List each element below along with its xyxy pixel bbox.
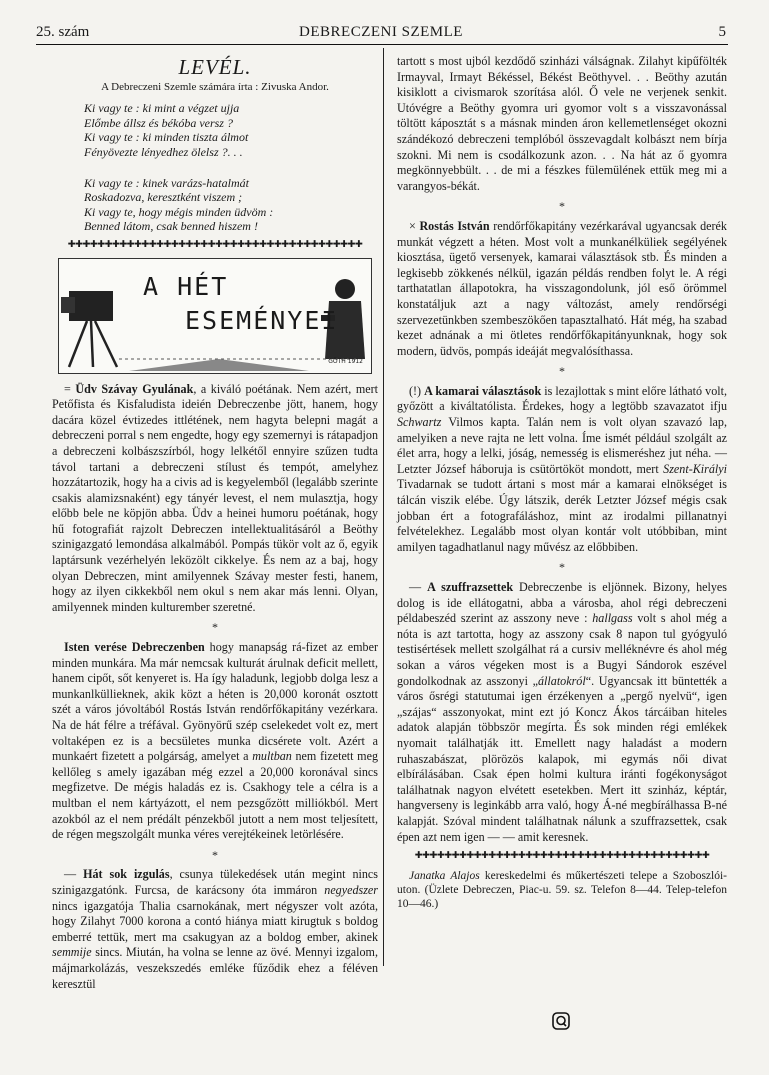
header-rule: [36, 44, 728, 45]
column-divider: [383, 48, 384, 966]
section-banner: [58, 258, 372, 374]
banner-line-2: ESEMÉNYEI: [185, 305, 339, 335]
journal-title: DEBRECZENI SZEMLE: [299, 24, 463, 40]
article-szavay: = Üdv Szávay Gyulának, a kiváló poétának. Nem azért, mert Petőfista és Kisfaludista ideién Debreczenbe jött, hanem, hogy dacára közel évtizedes ittlétének, nem hagyta belepni magát a debreczeni porral s nem engedte, hogy egy szemernyi is rátapadjon a debreczeni kolbászszírból, hogy lelkétől ennyire szűzen tudta távol tartani a debreczeni stílust és tempót, amelyhez hozzátartozik, hogy ha a civis ad is kegyelemből (legalább szerinte csakis alamizsnaként) egy tányér levest, el nem mulasztja, hogy előbb bele ne köpjön abba. Üdv a heinei humoru poétának, hogy hű fotografiát rajzolt Debreczen intellektualitásáról a Beöthy szinigazgató lemondása alkalmából. Pompás tükör volt az ő, egyik laptársunk vezérhelyén leközölt cikkelye. És nem az a baj, hogy olyan Debreczen, mint amilyennek Szávay mester festi, hanem, hogy az ilyen cikkekből nem okul s nem akar más lenni. Olyan, amilyennek minden kulturember szeretné.: [52, 381, 378, 614]
separator-star: *: [559, 364, 565, 379]
article-heading: Hát sok izgulás: [83, 867, 170, 882]
poem-line: Benned látom, csak benned hiszem !: [84, 219, 258, 234]
article-isten-verese: Isten verése Debreczenben hogy manapság rá-fizet az ember minden munkára. Ma már nemcsak kulturát árulnak deficit mellett, hanem cipőt, sőt kenyeret is. Ha így haladunk, legjobb dolga lesz a munkanlküllieknek, akik közt a héten is 20,000 koronát osztott szét a város jóvoltából Rostás István rendőrfőkapitány vezérkara. Na de hát félre a tréfával. Gyönyörű szép cselekedet volt ez, mert voltaképen ez is a becsületes munka dicsérete volt. Azért a munkaért fizetett a polgárság, amelyet a multban nem fizetett meg kellőleg s amely igazában még ezzel a 20,000 koronával sincs megfizetve. De mégis haladás ez is. Csakhogy tele a célra is a multban el nem kártyázott, el nem pezsgőzött milliókból. Mert azokból az el nem prédált pénzekből jutott a nem most teljesített, de régen megszolgált munka véres verejtékeinek letörlésére.: [52, 640, 378, 842]
cross-divider: ✚✚✚✚✚✚✚✚✚✚✚✚✚✚✚✚✚✚✚✚✚✚✚✚✚✚✚✚✚✚✚✚✚✚✚✚✚✚✚✚: [414, 851, 710, 862]
article-rostas: × Rostás István rendőrfőkapitány vezérkarával ugyancsak derék munkát végzett a héten. Most volt a munkanélküliek segélyének kiosztása, ügető versenyek, kamarai választások stb. És minden a legkisebb zökkenés nélkül, igazán példás rendben folyt le. A régi tarthatatlan állapotokra, ha visszagondolunk, jól eső örömmel konstatáljuk azt a nagy változást, amely rendőrségi szervezetünkben szembeszökően tapasztalható. Hát még, ha szabad kezet adnának a mi ötletes rendőrfőkapitányunknak, hogy sok modern, üdvös, pompás ideáját megvalósíthassa.: [397, 218, 727, 358]
issue-number: 25. szám: [36, 24, 90, 40]
article-continued: tartott s most ujból kezdődő szinházi válságnak. Zilahyt kipűfölték Irmayval, Irmayt Békéssel, Békést Beöthyvel. . . Beöthy azután kisiklott a civismarok szorítása alól. Ő vele ne verjenek senkit. Utóvégre a Beöthy gyomra uri gyomor volt s a visszavonással töltött káposztát s a másnak minden áron kellemetlenséget okozni szándékozó debreczeni templóból összevagdalt kolbászt nem bírja szokni. Mi nem is csodálkozunk azon. . . Na hát az ő gyomra megkönnyebbült. . . de mi a fészkes fülemülének ettük meg mi a varangyos-békát.: [397, 54, 727, 193]
poem-line: Ki vagy te : ki mint a végzet ujja: [84, 101, 240, 116]
poem-stanza-2: [52, 176, 378, 234]
poem-stanza-1: [52, 101, 378, 159]
page-header: [36, 22, 726, 44]
separator-star: *: [212, 847, 218, 862]
advertisement: Janatka Alajos kereskedelmi és műkertészeti telepe a Szoboszlói-uton. (Üzlete Debreczen, Piac-u. 59. sz. Telefon 8—44. Telep-telefon 10—46.): [397, 869, 727, 910]
article-heading: Isten verése Debreczenben: [64, 640, 205, 655]
advertiser-name: Janatka Alajos: [409, 869, 480, 882]
banner-signature: GÖTH 1912: [328, 357, 363, 365]
article-heading: Üdv Szávay Gyulának: [75, 381, 194, 396]
left-column: [52, 54, 378, 992]
poem-line: Ki vagy te : kinek varázs-hatalmát: [84, 175, 249, 190]
article-izgulas: — Hát sok izgulás, csunya tülekedések után megint nincs szinigazgatónk. Furcsa, de karácsony óta immáron negyedszer nincs igazgatója Thalia csarnokának, mert négyszer volt azóta, hogy Zilahyt 7000 korona a contó hiánya miatt kirugtuk s boldog emberré tettük, mert ma csakugyan az a boldog ember, akinek semmije sincs. Miután, ha volna se lenne az övé. Mennyi izgalom, májmarkolázás, veszekszedés emléke fűződik ehez a féléven keresztül: [52, 867, 378, 991]
separator-star: *: [559, 199, 565, 214]
poem-line: Fényövezte lényedhez ölelsz ?. . .: [84, 144, 243, 159]
article-kamarai: (!) A kamarai választások is lezajlottak s mint előre látható volt, győzött a kiváltatólista. Érdekes, hogy a legtöbb szavazatot ifju Schwartz Vilmos kapta. Talán nem is volt olyan szavazó lap, amelyiken a neve rajta ne lett volna. Íme ismét például szolgált az élet arra, hogy a lelki, jóság, nemesség is elismeréshez jut néha. — Letzter József háboruja is csütörtököt mondott, mert Szent-Királyi Tivadarnak se tudott ártani s most már a kamarai elnökséget is tálcán viszik elébe. Úgy látszik, derék Letzter József mégis csak jobban ért a fotografáláshoz, mint az irodalmi pillanatnyi felvételekhez. Legalább most olyan kontár volt utóbbiban, mint amilyen tagadhatlanul nagy művész az előbbiben.: [397, 383, 727, 554]
poem-line: Ki vagy te : ki minden tiszta álmot: [84, 130, 249, 145]
separator-star: *: [559, 560, 565, 575]
right-column: [397, 54, 727, 911]
article-heading: Rostás István: [419, 218, 490, 233]
separator-star: *: [212, 620, 218, 635]
article-heading: A kamarai választások: [424, 383, 542, 398]
poem-title: LEVÉL.: [178, 55, 252, 79]
printer-mark-icon: [552, 1012, 570, 1030]
poem-line: Roskadozva, keresztként viszem ;: [84, 190, 243, 205]
poem-line: Ki vagy te, hogy mégis minden üdvöm :: [84, 204, 274, 219]
banner-line-1: A HÉT: [143, 271, 229, 301]
poem-byline: A Debreczeni Szemle számára írta : Zivuska Andor.: [101, 80, 329, 93]
article-heading: A szuffrazsettek: [427, 580, 514, 594]
poem-line: Előmbe állsz és békóba versz ?: [84, 115, 233, 130]
article-szuffrazsettek: — A szuffrazsettek Debreczenbe is eljönnek. Bizony, helyes dolog is ide ellátogatni, abba a városba, ahol régi debreczeni példabeszéd szerint az asszony neve : hallgass volt s ahol még a nóta is azt tartotta, hogy az asszony csak 8 napon tul gyógyuló testisértések mellett szolgálhat rá a cursiv melléknévre és ahol még sokan a város végeken most is a Bugyi Sándorok eszével gondolkodnak az asszonyi „állatokról“. Ugyancsak itt büntették a város ősrégi statutumai igen érzékenyen a „pergő nyelvü“, igen „szájas“ asszonyokat, mint ezt jó Koncz Ákos tárcáiban hiteles adatok alapján többször megírta. És sok minden régi emlékek nyomait találhatják itt. Emellett nagy haladást a modern ruhaszabászat, plörözös kalapok, mi egymás női divat elbírálásában. Csak épen holmi kultura iránti fogékonyságot találhatnak nagyon elvétett esetekben. Mert itt szinház, képtár, hangverseny is leginkább arra való, hogy Á-né megbírálhassa B-né kalapját. Szóval mindent találhatnak nálunk a szuffrazsettek, csak épen azt nem igen — — amit keresnek.: [397, 580, 727, 844]
page-number: 5: [718, 24, 726, 40]
cross-divider: ✚✚✚✚✚✚✚✚✚✚✚✚✚✚✚✚✚✚✚✚✚✚✚✚✚✚✚✚✚✚✚✚✚✚✚✚✚✚✚✚: [67, 239, 363, 250]
